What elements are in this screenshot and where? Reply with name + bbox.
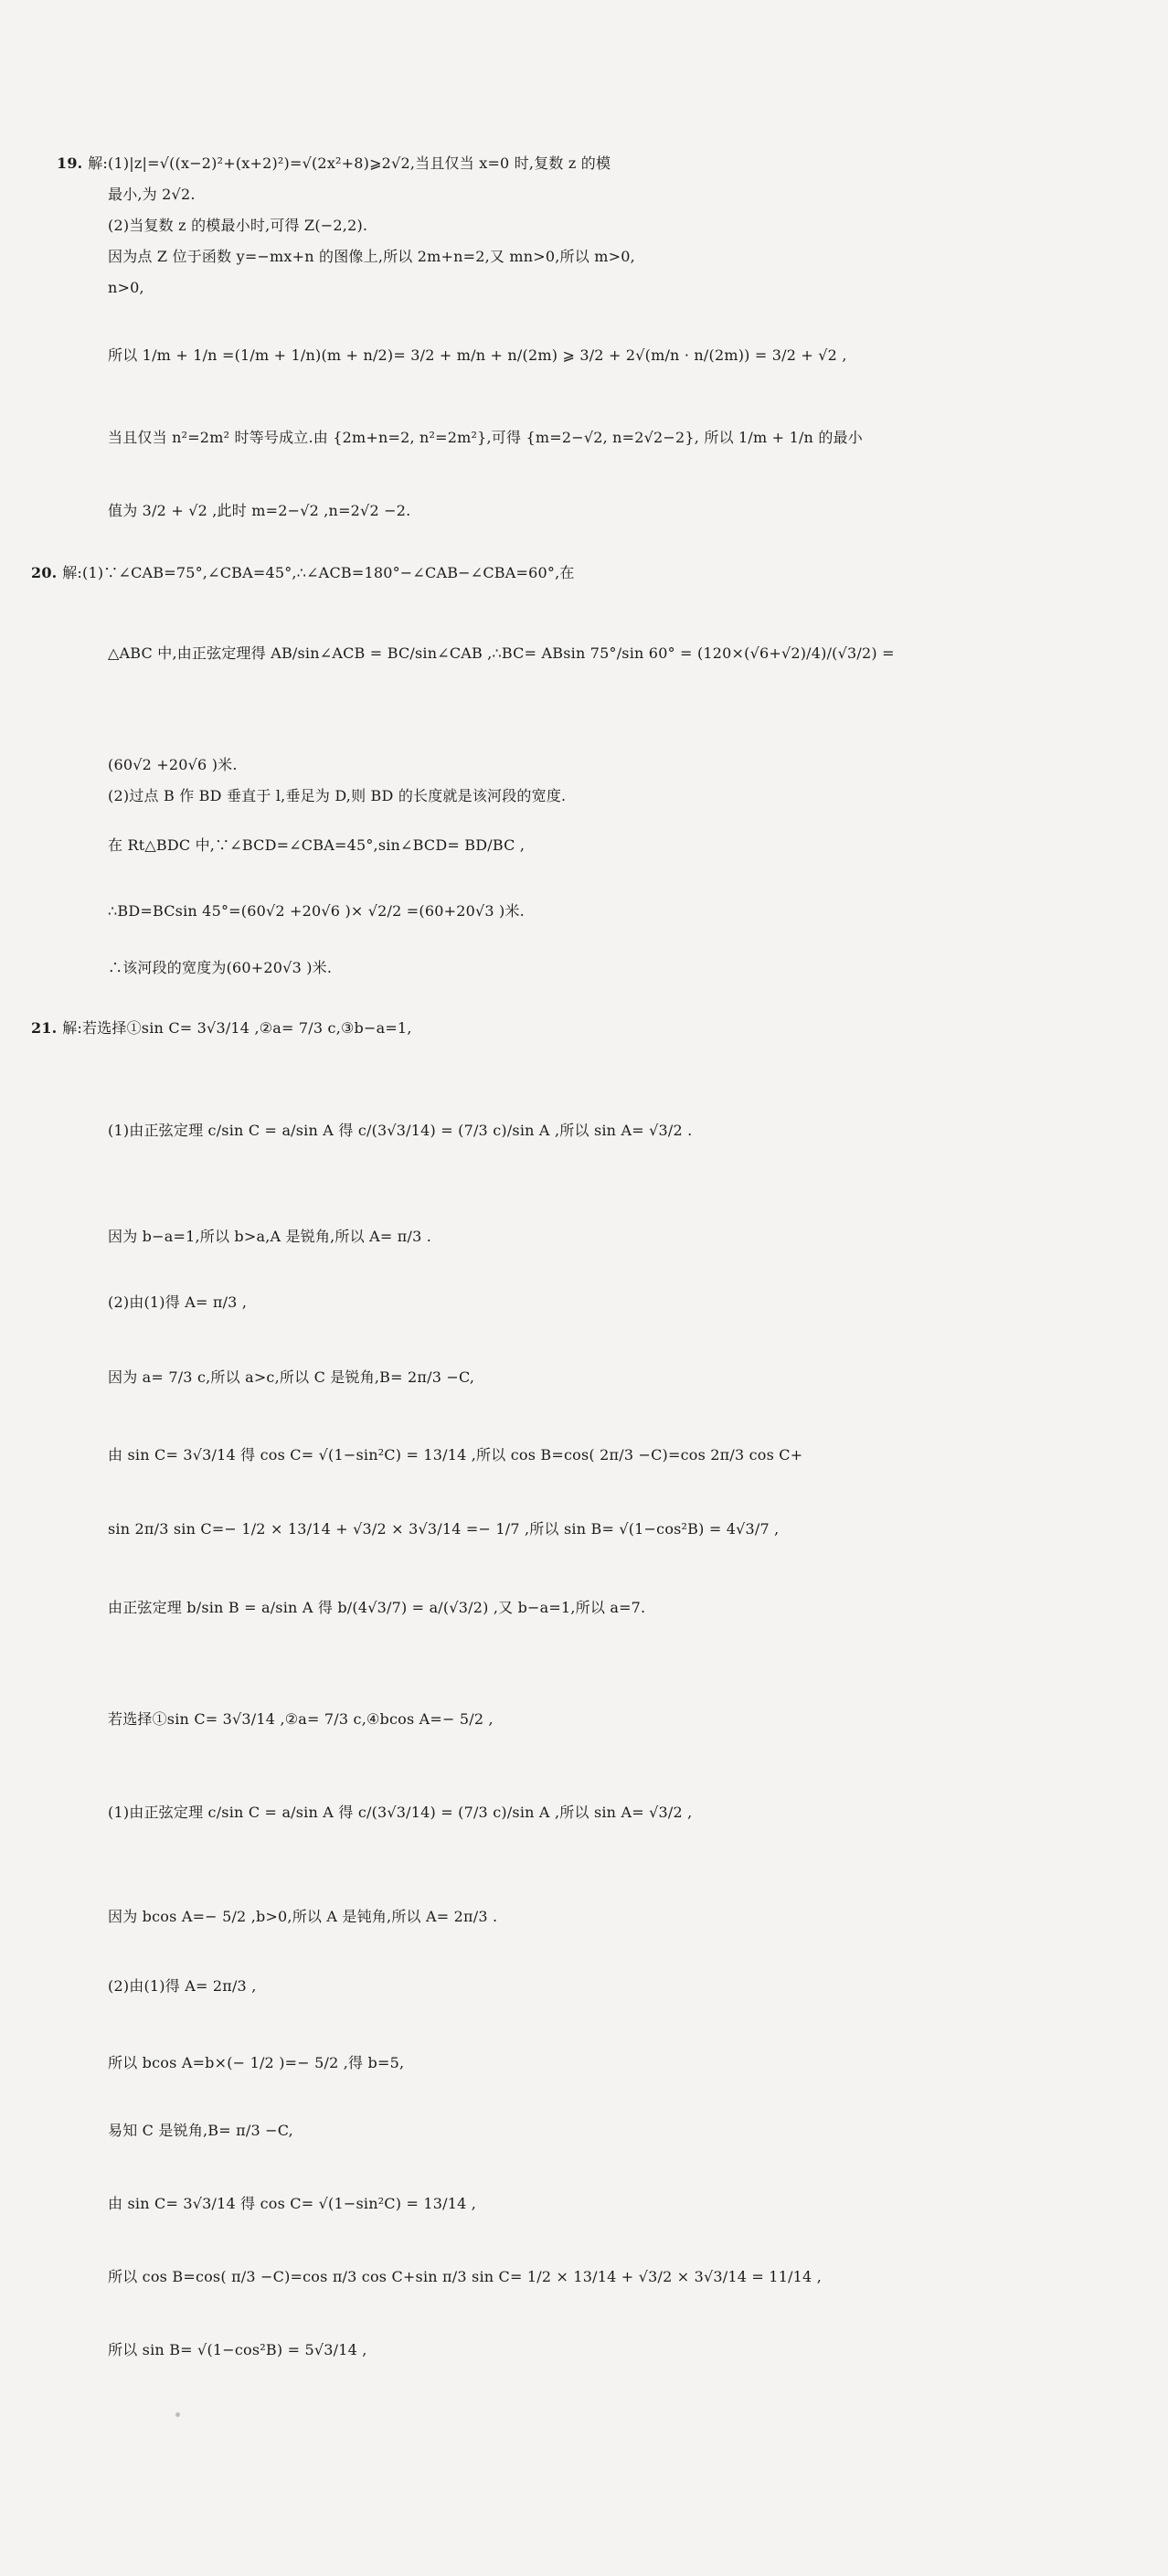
text-line — [0, 241, 1168, 272]
text-line — [0, 1362, 1168, 1393]
text-line — [0, 1514, 1168, 1545]
line-text: 由 sin C= 3√3/14 得 cos C= √(1−sin²C) = 13/14 ,所以 cos B=cos( 2π/3 −C)=cos 2π/3 cos C+ — [108, 1446, 803, 1464]
line-text: sin 2π/3 sin C=− 1/2 × 13/14 + √3/2 × 3√3/14 =− 1/7 ,所以 sin B= √(1−cos²B) = 4√3/7 , — [108, 1520, 780, 1538]
text-line — [0, 1901, 1168, 1932]
text-line — [0, 558, 1168, 589]
line-text: 值为 3/2 + √2 ,此时 m=2−√2 ,n=2√2 −2. — [108, 502, 411, 519]
line-text: (60√2 +20√6 )米. — [108, 756, 238, 773]
line-text: (2)由(1)得 A= 2π/3 , — [108, 1977, 257, 1995]
line-text: 若选择①sin C= 3√3/14 ,②a= 7/3 c,④bcos A=− 5/2 , — [108, 1710, 494, 1728]
line-text: 解:(1)|z|=√((x−2)²+(x+2)²)=√(2x²+8)⩾2√2,当且仅当 x=0 时,复数 z 的模 — [88, 154, 611, 172]
text-line — [0, 2335, 1168, 2366]
line-text: △ABC 中,由正弦定理得 AB/sin∠ACB = BC/sin∠CAB ,∴BC= ABsin 75°/sin 60° = (120×(√6+√2)/4)/(√3/2) = — [108, 644, 895, 662]
text-line — [0, 2048, 1168, 2079]
text-line — [0, 830, 1168, 861]
text-line — [0, 953, 1168, 984]
line-text: 所以 1/m + 1/n =(1/m + 1/n)(m + n/2)= 3/2 + m/n + n/(2m) ⩾ 3/2 + 2√(m/n · n/(2m)) = 3/2 + √2 , — [108, 346, 847, 364]
text-line — [0, 179, 1168, 210]
text-line — [0, 781, 1168, 812]
line-text: 因为 a= 7/3 c,所以 a>c,所以 C 是锐角,B= 2π/3 −C, — [108, 1368, 475, 1386]
line-text: 所以 bcos A=b×(− 1/2 )=− 5/2 ,得 b=5, — [108, 2054, 405, 2071]
line-text: 在 Rt△BDC 中,∵∠BCD=∠CBA=45°,sin∠BCD= BD/BC , — [108, 836, 526, 854]
question-number: 19. — [57, 154, 89, 172]
text-line — [0, 1440, 1168, 1471]
line-text: 最小,为 2√2. — [108, 186, 196, 203]
question-number: 21. — [31, 1019, 63, 1037]
question-number: 20. — [31, 564, 63, 581]
line-text: 所以 cos B=cos( π/3 −C)=cos π/3 cos C+sin π/3 sin C= 1/2 × 13/14 + √3/2 × 3√3/14 = 11/14 , — [108, 2268, 822, 2285]
text-line — [0, 1013, 1168, 1044]
text-line — [0, 896, 1168, 927]
line-text: (2)过点 B 作 BD 垂直于 l,垂足为 D,则 BD 的长度就是该河段的宽度. — [108, 787, 567, 804]
line-text: (2)当复数 z 的模最小时,可得 Z(−2,2). — [108, 217, 368, 234]
line-text: ∴BD=BCsin 45°=(60√2 +20√6 )× √2/2 =(60+20√3 )米. — [108, 902, 525, 920]
line-text: (2)由(1)得 A= π/3 , — [108, 1293, 248, 1311]
text-line — [0, 1704, 1168, 1735]
text-line — [0, 750, 1168, 781]
line-text: 所以 sin B= √(1−cos²B) = 5√3/14 , — [108, 2341, 367, 2358]
text-line — [0, 1797, 1168, 1828]
text-line — [0, 2188, 1168, 2219]
scan-speck — [175, 2412, 180, 2417]
line-text: 由 sin C= 3√3/14 得 cos C= √(1−sin²C) = 13/14 , — [108, 2195, 477, 2212]
text-line — [0, 495, 1168, 527]
line-text: 解:若选择①sin C= 3√3/14 ,②a= 7/3 c,③b−a=1, — [62, 1019, 412, 1037]
text-line — [0, 1592, 1168, 1623]
text-line — [0, 1971, 1168, 2002]
text-line — [0, 1115, 1168, 1146]
line-text: (1)由正弦定理 c/sin C = a/sin A 得 c/(3√3/14) = (7/3 c)/sin A ,所以 sin A= √3/2 . — [108, 1122, 693, 1139]
text-line — [0, 210, 1168, 241]
line-text: n>0, — [108, 279, 144, 296]
line-text: 由正弦定理 b/sin B = a/sin A 得 b/(4√3/7) = a/(√3/2) ,又 b−a=1,所以 a=7. — [108, 1599, 646, 1616]
line-text: 当且仅当 n²=2m² 时等号成立.由 {2m+n=2, n²=2m²},可得 {m=2−√2, n=2√2−2}, 所以 1/m + 1/n 的最小 — [108, 429, 863, 446]
text-line — [0, 1221, 1168, 1252]
line-text: (1)由正弦定理 c/sin C = a/sin A 得 c/(3√3/14) = (7/3 c)/sin A ,所以 sin A= √3/2 , — [108, 1804, 693, 1821]
line-text: 因为点 Z 位于函数 y=−mx+n 的图像上,所以 2m+n=2,又 mn>0,所以 m>0, — [108, 248, 635, 265]
text-line — [0, 2262, 1168, 2293]
text-line — [0, 422, 1168, 453]
line-text: 因为 b−a=1,所以 b>a,A 是锐角,所以 A= π/3 . — [108, 1228, 432, 1245]
line-text: 解:(1)∵∠CAB=75°,∠CBA=45°,∴∠ACB=180°−∠CAB−∠CBA=60°,在 — [62, 564, 575, 581]
line-text: ∴该河段的宽度为(60+20√3 )米. — [108, 959, 333, 976]
text-line — [0, 1287, 1168, 1318]
text-line — [0, 2115, 1168, 2146]
text-line — [0, 272, 1168, 303]
text-line — [0, 638, 1168, 669]
text-line — [0, 148, 1168, 179]
text-line — [0, 340, 1168, 371]
line-text: 因为 bcos A=− 5/2 ,b>0,所以 A 是钝角,所以 A= 2π/3 . — [108, 1908, 498, 1925]
line-text: 易知 C 是锐角,B= π/3 −C, — [108, 2122, 293, 2139]
